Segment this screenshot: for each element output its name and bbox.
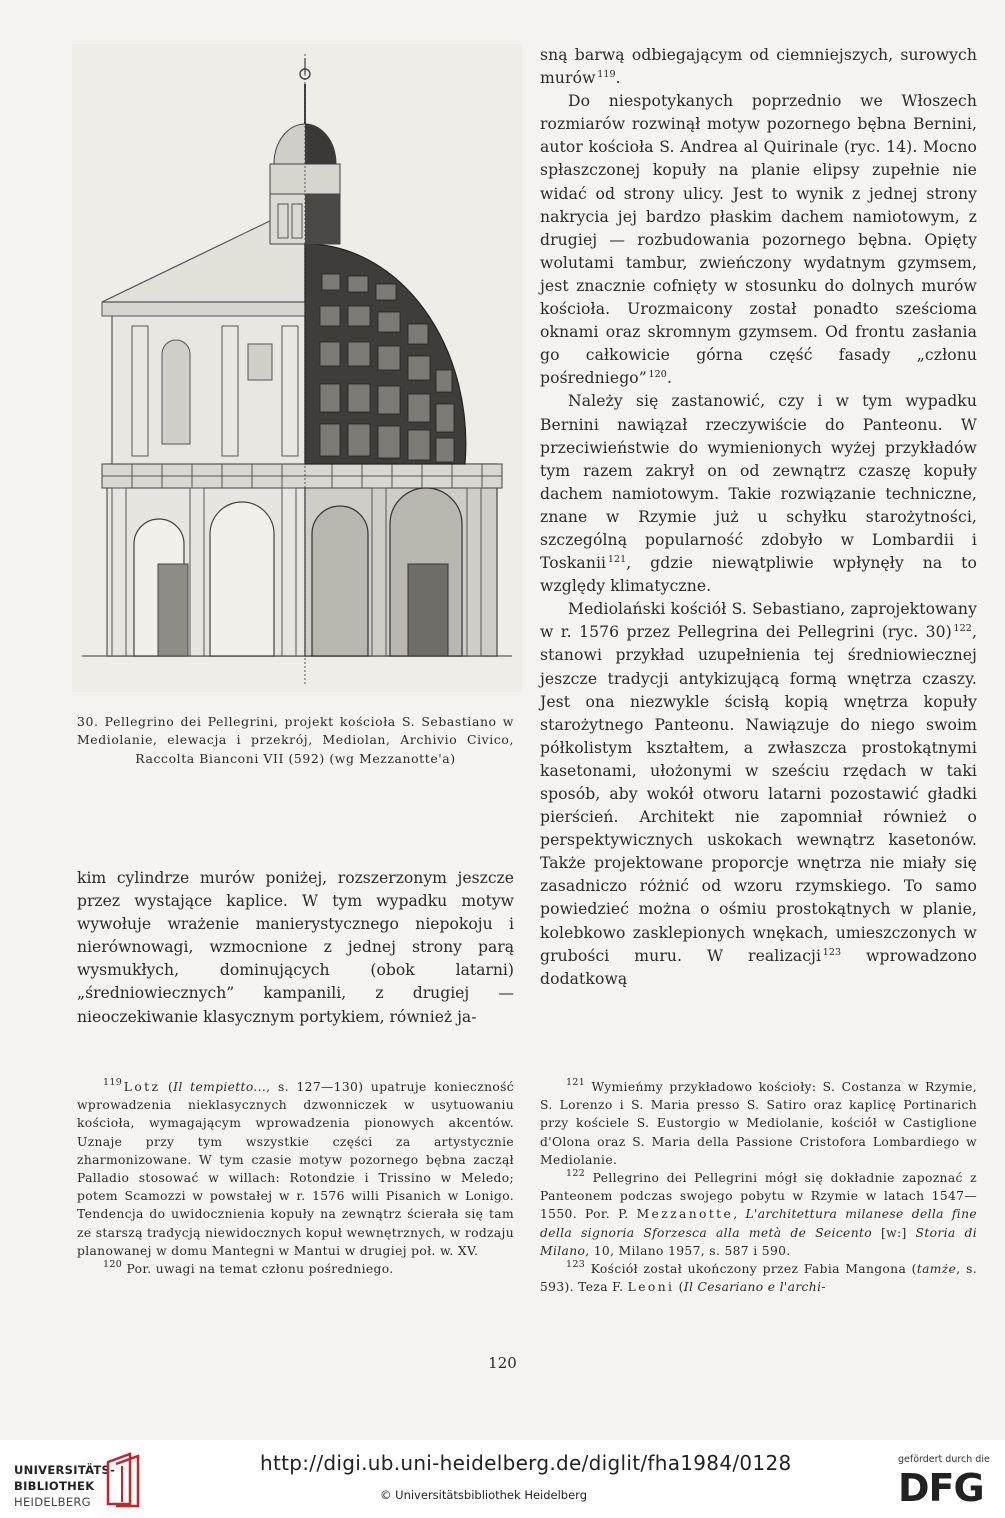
- footnote-120: [77, 1260, 514, 1278]
- footnote-title: tamże: [916, 1262, 957, 1277]
- footnote-text: ,: [733, 1207, 746, 1222]
- paragraph-text: Mediolański kościół S. Sebastiano, zaprojektowany w r. 1576 przez Pellegrina dei Pellegrini (ryc. 30): [540, 600, 977, 642]
- copyright-notice: © Universitätsbibliothek Heidelberg: [380, 1488, 588, 1502]
- footnote-text: (: [160, 1080, 174, 1094]
- paragraph-end: .: [615, 69, 621, 88]
- footnote-text: (: [674, 1280, 684, 1295]
- library-name-line: BIBLIOTHEK: [14, 1479, 95, 1493]
- footnote-text: [w:]: [872, 1225, 916, 1240]
- footnote-ref[interactable]: 121: [607, 554, 627, 566]
- footnote-text: , s. 593). Teza F.: [540, 1262, 977, 1295]
- footnotes-left: [77, 1078, 514, 1278]
- left-column-text: [77, 867, 514, 1029]
- footnote-text: Kościół został ukończony przez Fabia Mangona (: [585, 1262, 917, 1277]
- footnote-text: Wymieńmy przykładowo kościoły: S. Costanza w Rzymie, S. Lorenzo i S. Maria presso S. Satiro oraz kaplicę Portinarich przy kościele S. Eustorgio w Mediolanie, kościół w Castiglione d'Olona oraz S. Maria della Passione Cristofora Lombardiego w Mediolanie.: [540, 1080, 977, 1167]
- paragraph-text: sną barwą odbiegającym od ciemniejszych, surowych murów: [540, 46, 977, 88]
- church-drawing-figure: [72, 44, 522, 692]
- library-name-line: UNIVERSITÄTS-: [14, 1463, 116, 1477]
- library-name-line: HEIDELBERG: [14, 1495, 91, 1509]
- footnote-number: 120: [103, 1259, 123, 1271]
- church-elevation-section-drawing-icon: [72, 44, 522, 692]
- footnote-title: Il tempietto...: [173, 1080, 267, 1094]
- footnote-number: 119: [103, 1077, 123, 1088]
- paragraph-text: wprowadzono dodatkową: [540, 946, 977, 988]
- footnote-ref[interactable]: 120: [648, 369, 667, 381]
- footnote-text: Pellegrino dei Pellegrini mógł się dokładnie zapoznać z Panteonem podczas swojego pobytu w Rzymie w latach 1547—1550. Por. P.: [540, 1171, 977, 1222]
- footer-bar: [0, 1440, 1005, 1518]
- paragraph-text: , stanowi przykład uzupełnienia tej średniowiecznej jeszcze tradycji antykizującą formą wnętrza czaszy. Jest ona niezwykle ścisłą kopią wnętrza kopuły starożytnego Panteonu. Nawiązuje do niego swoim półkolistym kształtem, a zwłaszcza prostokątnymi kasetonami, ułożonymi w sześciu rzędach w taki sposób, aby wokół otworu latarni pozostawić gładki pierścień. Architekt nie zapomniał również o perspektywicznych uskokach wewnątrz kasetonów. Także projektowane proporcje wnętrza nie miały się zasadniczo różnić od wzoru rzymskiego. To samo powiedzieć można o ośmiu prostokątnych w planie, kolebkowo zasklepionych wnękach, umieszczonych w grubości muru. W realizacji: [540, 623, 977, 965]
- right-column-text: [540, 44, 977, 991]
- footnote-number: 122: [566, 1168, 586, 1180]
- footnote-123: [540, 1260, 977, 1296]
- paragraph: [540, 390, 977, 598]
- paragraph-text: , gdzie niewątpliwie wpłynęły na to względy klimatyczne.: [540, 554, 977, 596]
- paragraph: kim cylindrze murów poniżej, rozszerzonym jeszcze przez wystające kaplice. W tym wypadku motyw wywołuje wrażenie manierystycznego niepokoju i nierównowagi, wzmocnione z jednej strony parą wysmukłych, dominujących (obok latarni) „średniowiecznych” kampanili, z drugiej — nieoczekiwanie klasycznym portykiem, również ja-: [77, 869, 514, 1026]
- footnote-series: Storia di Milano: [540, 1225, 977, 1258]
- document-url-link[interactable]: http://digi.ub.uni-heidelberg.de/diglit/fha1984/0128: [260, 1451, 792, 1475]
- footnotes-right: [540, 1078, 977, 1296]
- footnote-number: 123: [566, 1259, 586, 1271]
- paragraph: [540, 90, 977, 390]
- paragraph-text: Należy się zastanowić, czy i w tym wypadku Bernini nawiązał rzeczywiście do Panteonu. W przeciwieństwie do wymienionych wyżej przykładów tym razem zakrył on od zewnątrz czaszę kopuły dachem namiotowym. Takie rozwiązanie techniczne, znane w Rzymie już u schyłku starożytności, szczególną popularność zdobyło w Lombardii i Toskanii: [540, 392, 977, 573]
- footnote-122: [540, 1169, 977, 1260]
- footnote-author: Mezzanotte: [636, 1207, 734, 1222]
- footnote-title: L'architettura milanese della fine della signoria Sforzesca alla metà de Seicento: [540, 1207, 977, 1240]
- funded-by-label: gefördert durch die: [898, 1454, 990, 1465]
- page-number: 120: [488, 1354, 517, 1372]
- footnote-number: 121: [566, 1077, 586, 1088]
- footnote-text: , 10, Milano 1957, s. 587 i 590.: [585, 1243, 791, 1258]
- footnote-119: [77, 1078, 514, 1260]
- dfg-logo[interactable]: DFG: [898, 1466, 984, 1510]
- footnote-text: , s. 127—130) upatruje konieczność wprowadzenia nieklasycznych dzwonniczek w usytuowaniu kościoła, wymagającym wprowadzenia pionowych akcentów. Uznaje przy tym wszystkie części za artystycznie zharmonizowane. W tym czasie motyw pozornego bębna zaczął Palladio stosować w willach: Rotondzie i Trissino w Meledo; potem Scamozzi w powstałej w r. 1576 willi Pisanich w Lonigo. Tendencja do uwidocznienia kopuły na zewnątrz ścierała się tam ze starszą tradycją niewidocznych kopuł wewnętrznych, w rodzaju planowanej w domu Mantegni w Mantui w drugiej poł. w. XV.: [77, 1080, 514, 1258]
- footnote-ref[interactable]: 122: [953, 623, 972, 635]
- paragraph: [540, 44, 977, 90]
- footnote-ref[interactable]: 119: [597, 69, 616, 81]
- library-logo-icon[interactable]: [100, 1452, 148, 1508]
- footnote-author: Leoni: [627, 1280, 675, 1295]
- figure-caption: 30. Pellegrino dei Pellegrini, projekt kościoła S. Sebastiano w Mediolanie, elewacja i przekrój, Mediolan, Archivio Civico, Raccolta Bianconi VII (592) (wg Mezzanotte'a): [77, 714, 514, 766]
- footnote-121: [540, 1078, 977, 1169]
- paragraph-end: .: [666, 369, 672, 388]
- footnote-text: Por. uwagi na temat członu pośredniego.: [122, 1262, 394, 1277]
- footnote-author: Lotz: [123, 1080, 161, 1094]
- paragraph-text: Do niespotykanych poprzednio we Włoszech rozmiarów rozwinął motyw pozornego bębna Bernini, autor kościoła S. Andrea al Quirinale (ryc. 14). Mocno spłaszczonej kopuły na planie elipsy zupełnie nie widać od strony ulicy. Jest to wynik z jednej strony nakrycia jej bardzo płaskim dachem namiotowym, z drugiej — rozbudowania pozornego bębna. Opięty wolutami tambur, zwieńczony wydatnym gzymsem, jest znacznie cofnięty w stosunku do dolnych murów kościoła. Urozmaicony został ponadto sześcioma oknami oraz skromnym gzymsem. Od frontu zasłania go całkowicie górna część fasady „członu pośredniego”: [540, 92, 977, 388]
- footnote-title: Il Cesariano e l'archi-: [683, 1280, 826, 1295]
- footnote-ref[interactable]: 123: [822, 946, 842, 958]
- paragraph: [540, 598, 977, 991]
